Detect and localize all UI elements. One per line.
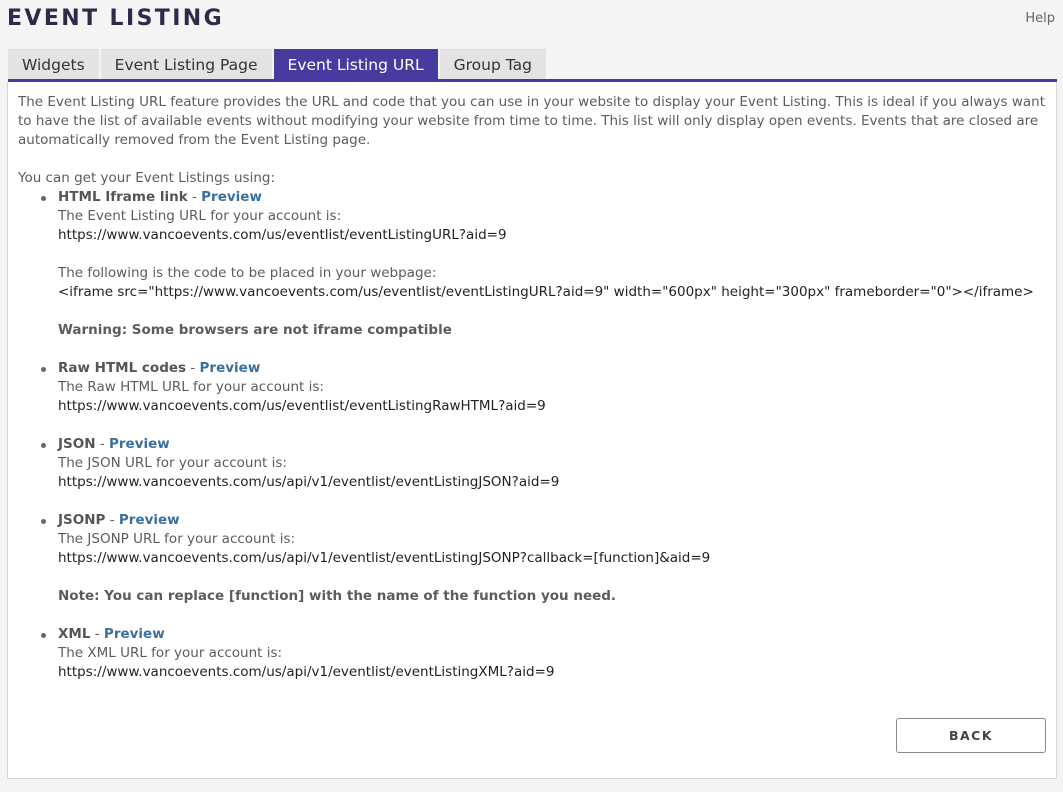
method-title	[58, 511, 1046, 530]
spacer	[58, 302, 1046, 321]
iframe-preview-link[interactable]: Preview	[201, 189, 262, 205]
bullet-icon	[41, 196, 46, 201]
back-button[interactable]: BACK	[896, 718, 1046, 753]
separator: -	[105, 512, 119, 528]
method-title	[58, 625, 1046, 644]
bullet-icon	[41, 519, 46, 524]
separator: -	[90, 626, 104, 642]
bullet-icon	[41, 367, 46, 372]
tab-widgets[interactable]: Widgets	[8, 49, 99, 79]
separator: -	[95, 436, 109, 452]
method-name: JSON	[58, 436, 96, 452]
method-title	[58, 188, 1046, 207]
tab-bar	[8, 49, 546, 79]
spacer	[58, 245, 1046, 264]
raw-html-url: https://www.vancoevents.com/us/eventlist/eventListingRawHTML?aid=9	[58, 398, 546, 414]
bullet-icon	[41, 633, 46, 638]
jsonp-url: https://www.vancoevents.com/us/api/v1/eventlist/eventListingJSONP?callback=[function]&aid=9	[58, 550, 711, 566]
url-label: The XML URL for your account is:	[58, 645, 283, 661]
method-iframe	[58, 188, 1046, 340]
iframe-warning: Warning: Some browsers are not iframe compatible	[58, 322, 452, 338]
bullet-icon	[41, 443, 46, 448]
json-preview-link[interactable]: Preview	[109, 436, 170, 452]
url-label: The Event Listing URL for your account is:	[58, 208, 342, 224]
method-name: HTML Iframe link	[58, 189, 188, 205]
jsonp-preview-link[interactable]: Preview	[118, 512, 180, 528]
method-name: Raw HTML codes	[58, 360, 187, 376]
tab-event-listing-url[interactable]: Event Listing URL	[274, 49, 438, 79]
url-label: The JSON URL for your account is:	[58, 455, 287, 471]
tab-event-listing-page[interactable]: Event Listing Page	[101, 49, 272, 79]
raw-html-preview-link[interactable]: Preview	[199, 360, 261, 376]
method-title	[58, 359, 1046, 378]
code-label: The following is the code to be placed in your webpage:	[58, 265, 437, 281]
iframe-code: <iframe src="https://www.vancoevents.com/us/eventlist/eventListingURL?aid=9" width="600px" height="300px" frameborder="0"></iframe>	[58, 284, 1034, 300]
spacer	[58, 568, 1046, 587]
method-jsonp	[58, 511, 1046, 606]
url-label: The Raw HTML URL for your account is:	[58, 379, 324, 395]
method-title	[58, 435, 1046, 454]
method-name: JSONP	[58, 512, 106, 528]
tab-group-tag[interactable]: Group Tag	[440, 49, 546, 79]
separator: -	[186, 360, 200, 376]
intro-text: The Event Listing URL feature provides the URL and code that you can use in your website to display your Event Listing. This is ideal if you always want to have the list of available events without modifying your website from time to time. This list will only display open events. Events that are closed are automatically removed from the Event Listing page.	[18, 94, 1046, 148]
content-panel	[7, 82, 1057, 779]
iframe-url: https://www.vancoevents.com/us/eventlist/eventListingURL?aid=9	[58, 227, 507, 243]
url-label: The JSONP URL for your account is:	[58, 531, 296, 547]
separator: -	[187, 189, 202, 205]
method-name: XML	[58, 626, 91, 642]
json-url: https://www.vancoevents.com/us/api/v1/eventlist/eventListingJSON?aid=9	[58, 474, 560, 490]
methods-list	[18, 188, 1046, 682]
jsonp-note: Note: You can replace [function] with the name of the function you need.	[58, 588, 617, 604]
xml-url: https://www.vancoevents.com/us/api/v1/eventlist/eventListingXML?aid=9	[58, 664, 555, 680]
help-link[interactable]: Help	[1025, 11, 1055, 26]
method-raw-html	[58, 359, 1046, 416]
xml-preview-link[interactable]: Preview	[103, 626, 165, 642]
method-json	[58, 435, 1046, 492]
page-title: EVENT LISTING	[7, 6, 225, 31]
method-xml	[58, 625, 1046, 682]
list-heading: You can get your Event Listings using:	[18, 170, 275, 186]
